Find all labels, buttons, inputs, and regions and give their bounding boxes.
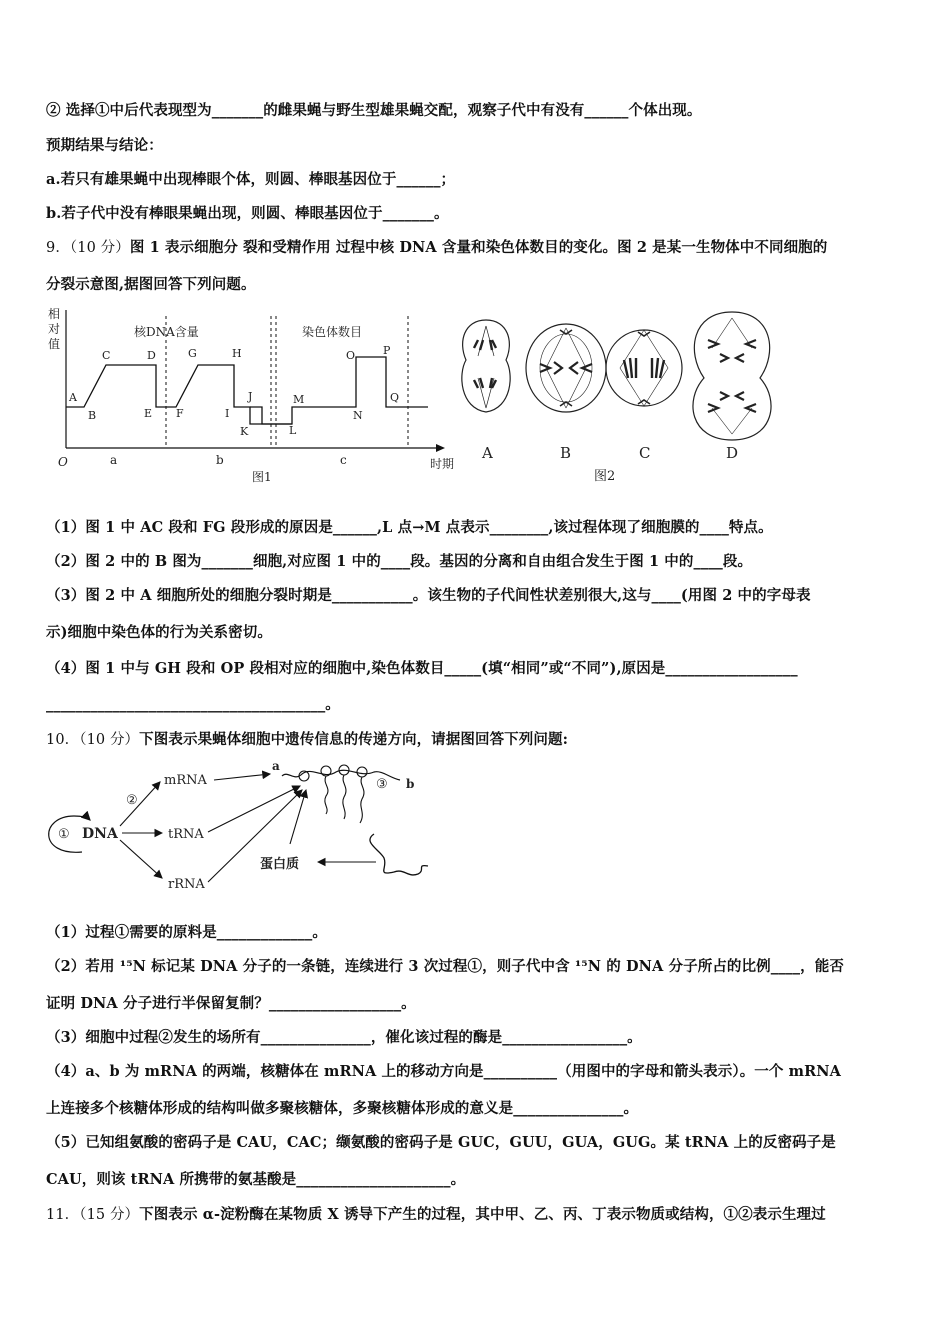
- question-11-text: 下图表示 α-淀粉酶在某物质 X 诱导下产生的过程，其中甲、乙、丙、丁表示物质或结构，①②表示生理过: [139, 1206, 826, 1223]
- fig10-protein-chain: [370, 834, 428, 875]
- fig1-ylabel-3: 值: [48, 337, 61, 351]
- q9-sub-1: （1）图 1 中 AC 段和 FG 段形成的原因是______,L 点→M 点表示________,该过程体现了细胞膜的____特点。: [46, 519, 773, 536]
- question-10-line: [46, 730, 906, 750]
- fig1-point-M: M: [293, 393, 305, 406]
- fig10-arrow-protein-out: [290, 790, 306, 844]
- fig1-phase-c: c: [340, 453, 347, 467]
- q9-sub-4-cont: ______________________________________。: [46, 696, 340, 713]
- cell-A-label: A: [482, 444, 493, 462]
- fig10-rrna: rRNA: [168, 877, 205, 892]
- q9-sub-3-cont: 示)细胞中染色体的行为关系密切。: [46, 624, 272, 641]
- cell-C-label: C: [639, 444, 651, 462]
- fig1-point-B: B: [88, 409, 97, 422]
- q10-sub-5-cont: CAU，则该 tRNA 所携带的氨基酸是_____________________。: [46, 1171, 466, 1188]
- figure-2-cells: [456, 312, 780, 490]
- q10-sub-2: （2）若用 ¹⁵N 标记某 DNA 分子的一条链，连续进行 3 次过程①，则子代中含 ¹⁵N 的 DNA 分子所占的比例____，能否: [46, 958, 844, 975]
- fig10-end-b: b: [406, 777, 415, 791]
- cell-D-drawing: [693, 312, 771, 440]
- q9-sub-4: （4）图 1 中与 GH 段和 OP 段相对应的细胞中,染色体数目_____(填“相同”或“不同”),原因是__________________: [46, 660, 798, 677]
- fig1-phase-b: b: [216, 453, 224, 467]
- question-9-number: 9．（10 分）: [46, 240, 130, 256]
- fig1-origin: O: [58, 455, 68, 469]
- q10-sub-4-cont: 上连接多个核糖体形成的结构叫做多聚核糖体，多聚核糖体形成的意义是_______________。: [46, 1100, 639, 1117]
- question-11-line: [46, 1205, 906, 1225]
- question-11-number: 11．（15 分）: [46, 1207, 140, 1223]
- figure-10-flow: [44, 758, 424, 896]
- cell-A-drawing: [462, 320, 510, 412]
- fig1-ylabel-2: 对: [48, 322, 61, 336]
- q10-sub-5: （5）已知组氨酸的密码子是 CAU，CAC；缬氨酸的密码子是 GUC，GUU，GUA，GUG。某 tRNA 上的反密码子是: [46, 1134, 836, 1151]
- text-line-3: a.若只有雄果蝇中出现棒眼个体，则圆、棒眼基因位于______；: [46, 171, 456, 188]
- cell-B-label: B: [560, 444, 572, 462]
- cell-B-drawing: [526, 324, 606, 412]
- fig1-point-D: D: [147, 349, 156, 362]
- q10-sub-1: （1）过程①需要的原料是_____________。: [46, 924, 327, 941]
- fig10-process-3: ③: [376, 777, 388, 792]
- fig1-point-C: C: [102, 349, 111, 362]
- fig1-point-P: P: [383, 344, 391, 357]
- question-9-line-2: 分裂示意图,据图回答下列问题。: [46, 276, 256, 293]
- fig1-title: 图1: [252, 470, 272, 484]
- fig1-x-arrow: [436, 444, 445, 452]
- fig10-end-a: a: [272, 759, 280, 773]
- q9-sub-3: （3）图 2 中 A 细胞所处的细胞分裂时期是___________。该生物的子代间性状差别很大,这与____(用图 2 中的字母表: [46, 587, 811, 604]
- q10-sub-3: （3）细胞中过程②发生的场所有_______________，催化该过程的酶是_________________。: [46, 1029, 642, 1046]
- fig10-protein: 蛋白质: [260, 857, 300, 872]
- fig1-point-L: L: [289, 424, 297, 437]
- fig1-point-A: A: [69, 391, 77, 404]
- cell-C-drawing: [606, 330, 682, 406]
- question-9-line-1: [46, 238, 906, 258]
- fig1-point-F: F: [176, 407, 184, 420]
- fig10-arrow-mrna-out: [214, 774, 270, 780]
- question-9-text: 图 1 表示细胞分 裂和受精作用 过程中核 DNA 含量和染色体数目的变化。图 2 是某一生物体中不同细胞的: [129, 239, 828, 256]
- text-line-2: 预期结果与结论：: [46, 137, 163, 154]
- text-line-1: ② 选择①中后代表现型为_______的雌果蝇与野生型雄果蝇交配，观察子代中有没有______个体出现。: [46, 102, 702, 119]
- cell-D-label: D: [726, 444, 739, 462]
- fig1-point-J: J: [248, 390, 253, 403]
- question-10-text: 下图表示果蝇体细胞中遗传信息的传递方向，请据图回答下列问题:: [139, 731, 569, 748]
- fig1-xlabel: 时期: [430, 457, 455, 471]
- q10-sub-2-cont: 证明 DNA 分子进行半保留复制？__________________。: [46, 995, 416, 1012]
- fig1-ylabel-1: 相: [48, 307, 61, 321]
- fig2-title: 图2: [594, 469, 616, 484]
- fig1-point-I: I: [225, 407, 230, 420]
- fig10-dna: DNA: [82, 826, 118, 842]
- fig10-arrow-trna-out: [208, 786, 300, 832]
- fig10-trna: tRNA: [168, 827, 204, 842]
- figure-1-graph: [44, 306, 464, 492]
- fig10-process-2: ②: [126, 793, 138, 808]
- fig10-process-1: ①: [58, 827, 70, 842]
- fig1-point-G: G: [188, 347, 197, 360]
- fig1-point-N: N: [353, 409, 363, 422]
- fig10-arrow-to-rrna: [120, 840, 162, 878]
- fig1-chrom-label: 染色体数目: [302, 325, 363, 339]
- fig10-mrna: mRNA: [164, 773, 207, 788]
- fig1-point-Q: Q: [390, 391, 400, 404]
- question-10-number: 10．（10 分）: [46, 732, 140, 748]
- q9-sub-2: （2）图 2 中的 B 图为_______细胞,对应图 1 中的____段。基因的分离和自由组合发生于图 1 中的____段。: [46, 553, 753, 570]
- fig1-point-O: O: [346, 349, 356, 362]
- fig1-chromosome-curve: [250, 357, 428, 424]
- fig1-point-H: H: [232, 347, 242, 360]
- fig1-point-E: E: [144, 407, 153, 420]
- fig1-point-K: K: [240, 425, 249, 438]
- fig1-phase-a: a: [110, 453, 118, 467]
- fig1-dna-label: 核DNA含量: [134, 325, 199, 339]
- text-line-4: b.若子代中没有棒眼果蝇出现，则圆、棒眼基因位于_______。: [46, 205, 449, 222]
- q10-sub-4: （4）a、b 为 mRNA 的两端，核糖体在 mRNA 上的移动方向是__________（用图中的字母和箭头表示）。一个 mRNA: [46, 1063, 841, 1080]
